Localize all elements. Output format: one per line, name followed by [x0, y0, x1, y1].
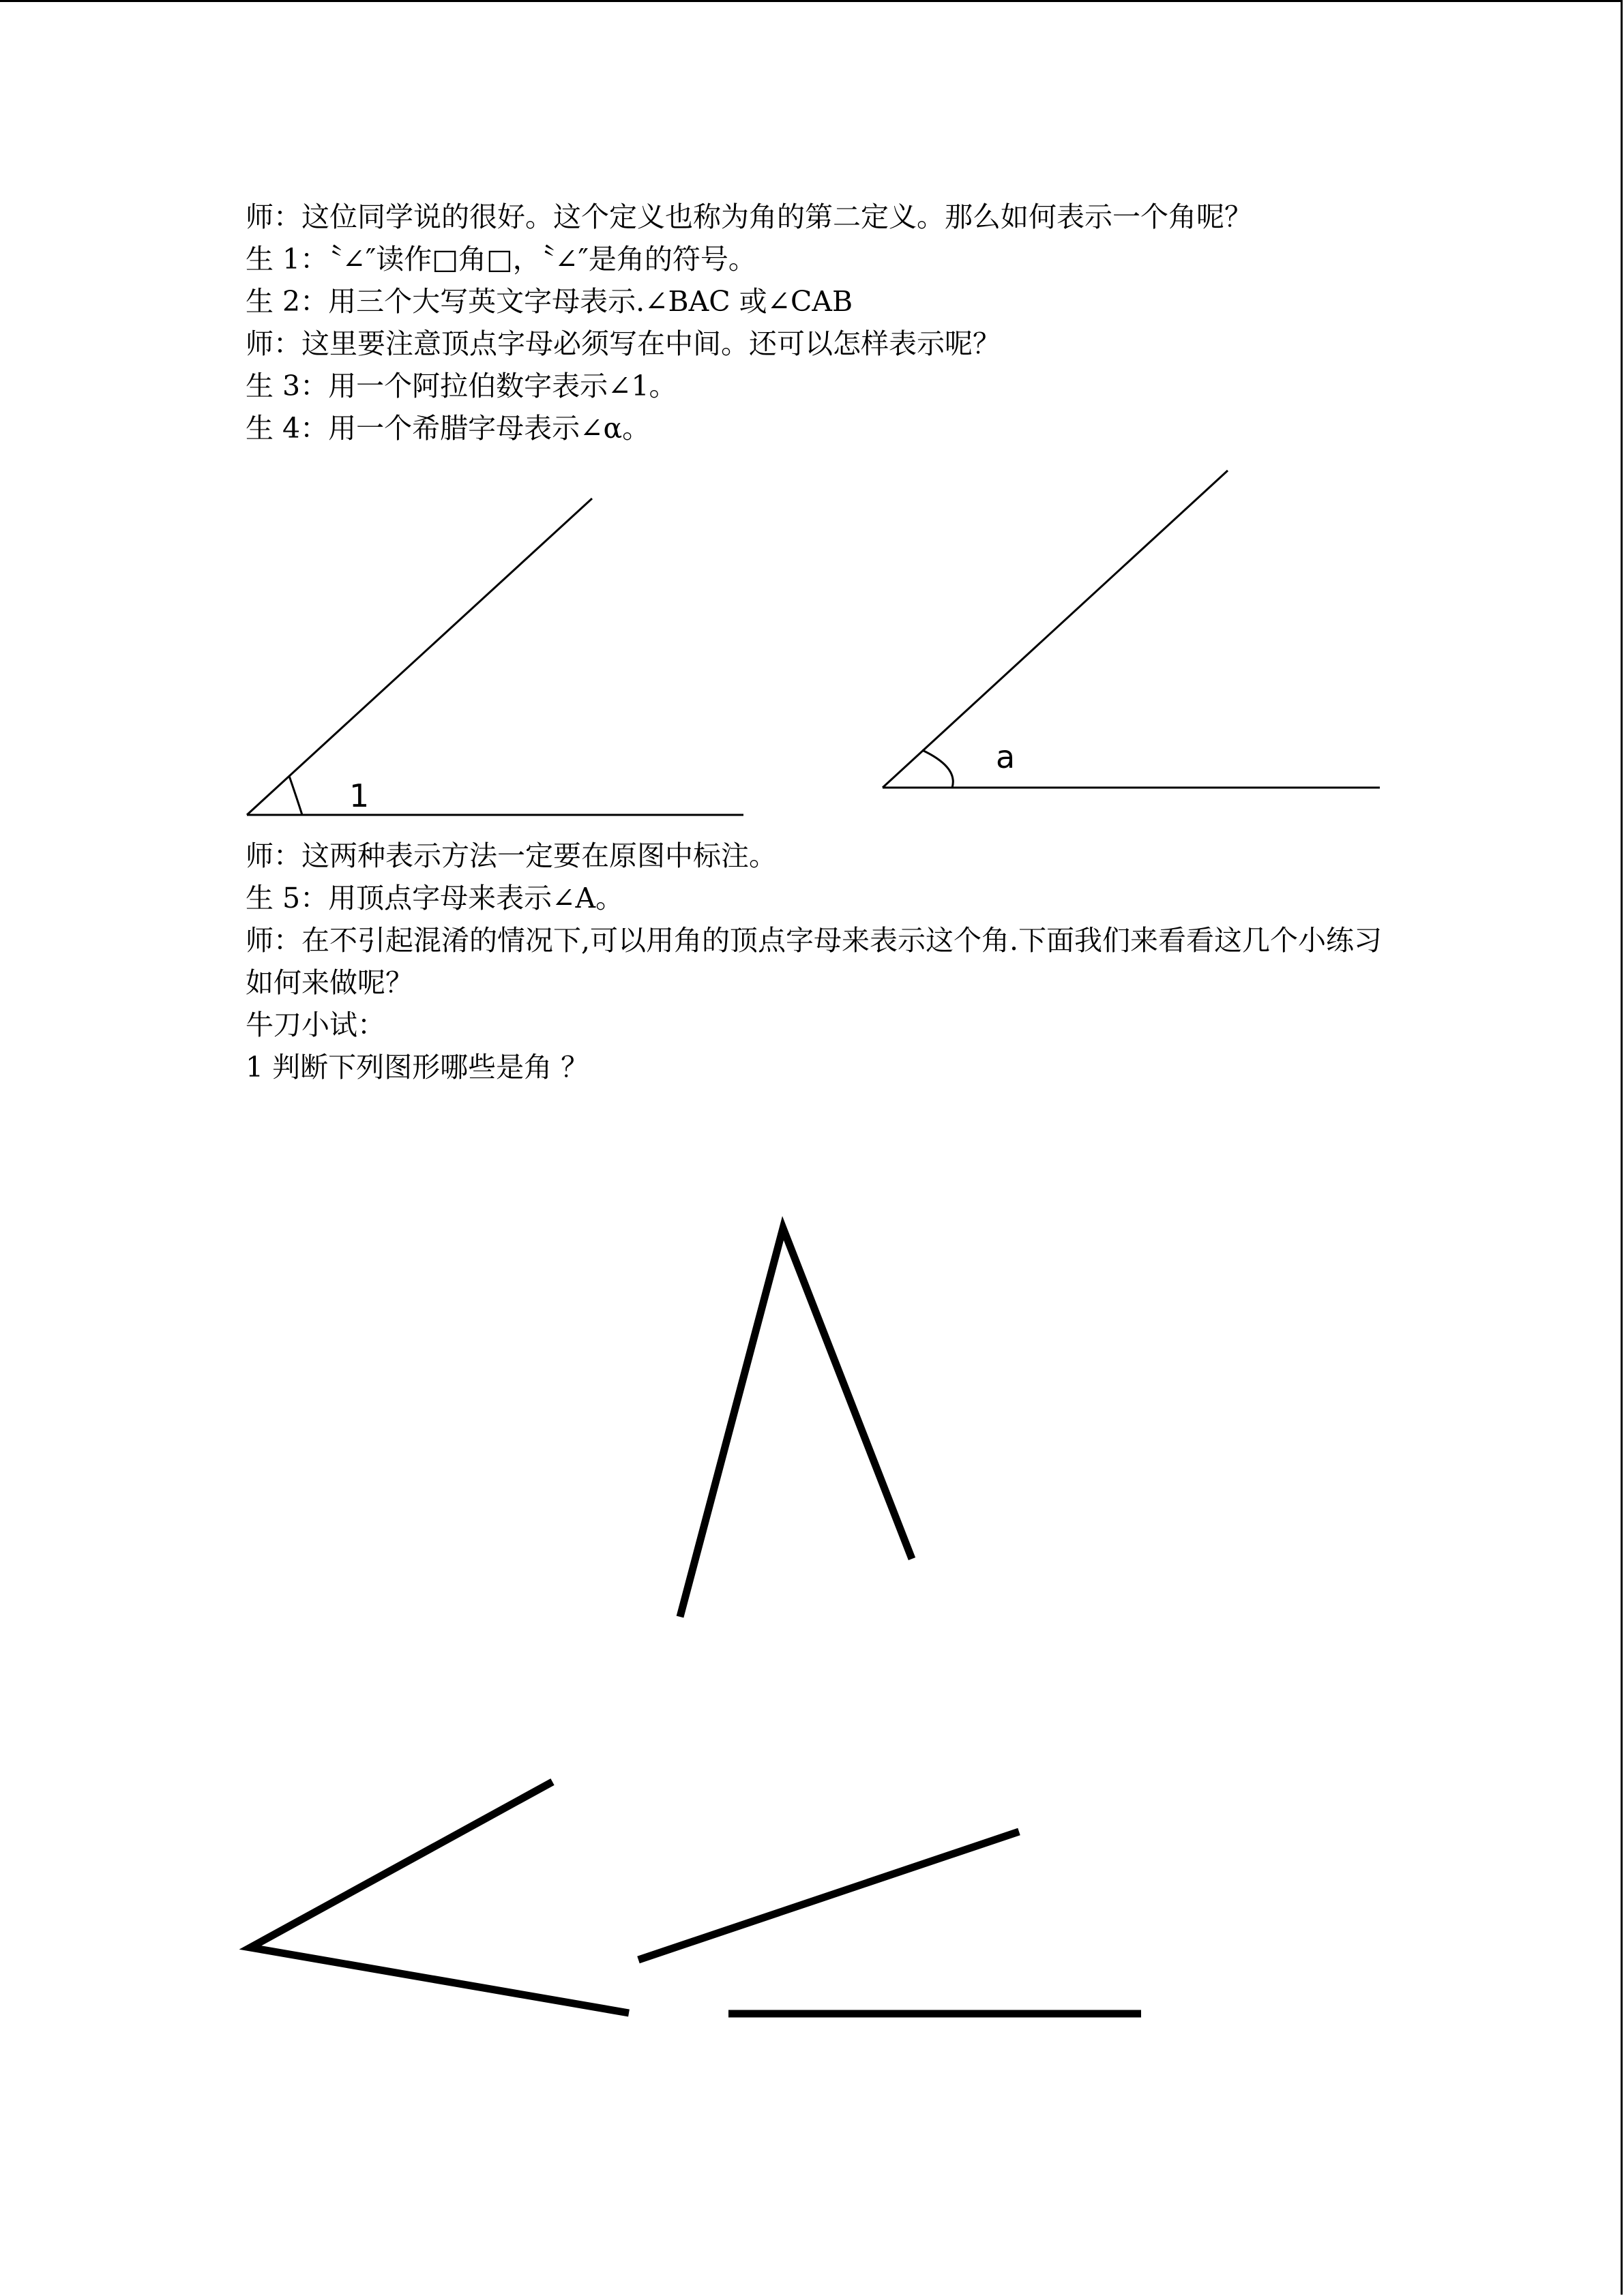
student-line: 生 2：用三个大写英文字母表示.∠BAC 或∠CAB — [246, 285, 853, 318]
section-heading: 牛刀小试： — [246, 1009, 385, 1041]
teacher-line: 师：这位同学说的很好。这个定义也称为角的第二定义。那么如何表示一个角呢？ — [246, 200, 1252, 233]
dialogue-block-bottom — [246, 835, 1391, 1088]
student-line: 生 4：用一个希腊字母表示∠α。 — [246, 412, 651, 445]
teacher-line: 师：在不引起混淆的情况下,可以用角的顶点字母来表示这个角.下面我们来看看这几个小练习如何来做呢？ — [246, 924, 1383, 999]
student-line: 生 5：用顶点字母来表示∠A。 — [246, 882, 624, 914]
exercise-segment — [638, 1832, 1019, 1960]
teacher-line: 师：这两种表示方法一定要在原图中标注。 — [246, 839, 777, 872]
angle-side — [883, 471, 1228, 788]
exercise-figure-separate-segments — [638, 1832, 1141, 2014]
angle-side — [247, 498, 592, 815]
angle-arc — [289, 776, 302, 815]
student-line: 生 3：用一个阿拉伯数字表示∠1。 — [246, 370, 677, 402]
angle-figure-1 — [247, 498, 743, 815]
exercise-figure-closed-angle — [680, 1228, 912, 1617]
angle-figure-alpha — [883, 471, 1380, 788]
exercise-question: 1 判断下列图形哪些是角 ？ — [246, 1051, 589, 1084]
exercise-figure-open-angle — [250, 1782, 629, 2013]
angle-label-alpha: a — [996, 739, 1016, 775]
teacher-line: 师：这里要注意顶点字母必须写在中间。还可以怎样表示呢？ — [246, 327, 1001, 360]
angle-arc — [922, 750, 953, 788]
exercise-shape — [250, 1782, 629, 2013]
student-line: 生 1：〝∠″读作□角□，〝∠″是角的符号。 — [246, 243, 756, 275]
angle-label-1: 1 — [349, 777, 370, 814]
exercise-shape — [680, 1228, 912, 1617]
